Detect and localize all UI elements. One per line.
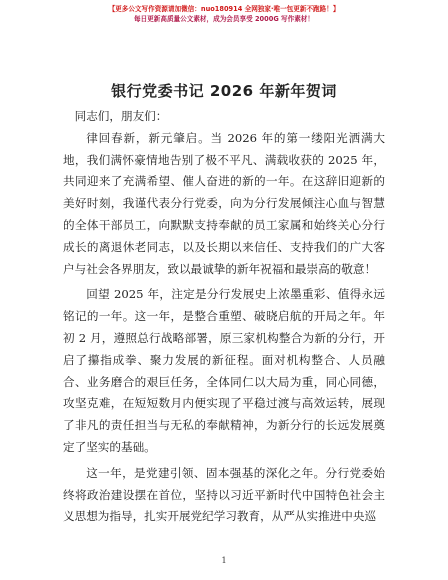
greeting: 同志们，朋友们： bbox=[74, 109, 168, 123]
promo-banner-line-1: 【更多公文写作资源请加微信：nuo180914 全网独家·唯一包更新不跑路！】 bbox=[108, 5, 340, 13]
promo-banner bbox=[0, 4, 448, 24]
paragraph-2: 回望 2025 年，注定是分行发展史上浓墨重彩、值得永远铭记的一年。这一年，是整合重塑、破晓启航的开局之年。年初 2 月，遵照总行战略部署，原三家机构整合为新的分行，开启了攥指成拳、聚力发展的新征程。面对机构整合、人员融合、业务磨合的艰巨任务，全体同仁以大局为重，同心同德，攻坚克难，在短短数月内便实现了平稳过渡与高效运转，展现了非凡的责任担当与无私的奉献精神，为新分行的长远发展奠定了坚实的基础。 bbox=[63, 287, 385, 454]
document-title: 银行党委书记 2026 年新年贺词 bbox=[111, 82, 337, 100]
paragraph-3: 这一年，是党建引领、固本强基的深化之年。分行党委始终将政治建设摆在首位，坚持以习近平新时代中国特色社会主义思想为指导，扎实开展党纪学习教育，从严从实推进中央巡 bbox=[63, 465, 385, 524]
document-body bbox=[63, 106, 385, 532]
page-number: 1 bbox=[221, 556, 227, 565]
promo-banner-line-2: 每日更新高质量公文素材，成为会员享受 2000G 写作素材！ bbox=[133, 15, 314, 23]
paragraph-1: 律回春新，新元肇启。当 2026 年的第一缕阳光洒满大地，我们满怀豪情地告别了极不平凡、满载收获的 2025 年，共同迎来了充满希望、催人奋进的新的一年。在这辞旧迎新的美好时刻，我谨代表分行党委，向为分行发展倾注心血与智慧的全体干部员工，向默默支持奉献的员工家属和始终关心分行成长的离退休老同志，以及长期以来信任、支持我们的广大客户与社会各界朋友，致以最诚挚的新年祝福和最崇高的敬意！ bbox=[63, 130, 385, 276]
